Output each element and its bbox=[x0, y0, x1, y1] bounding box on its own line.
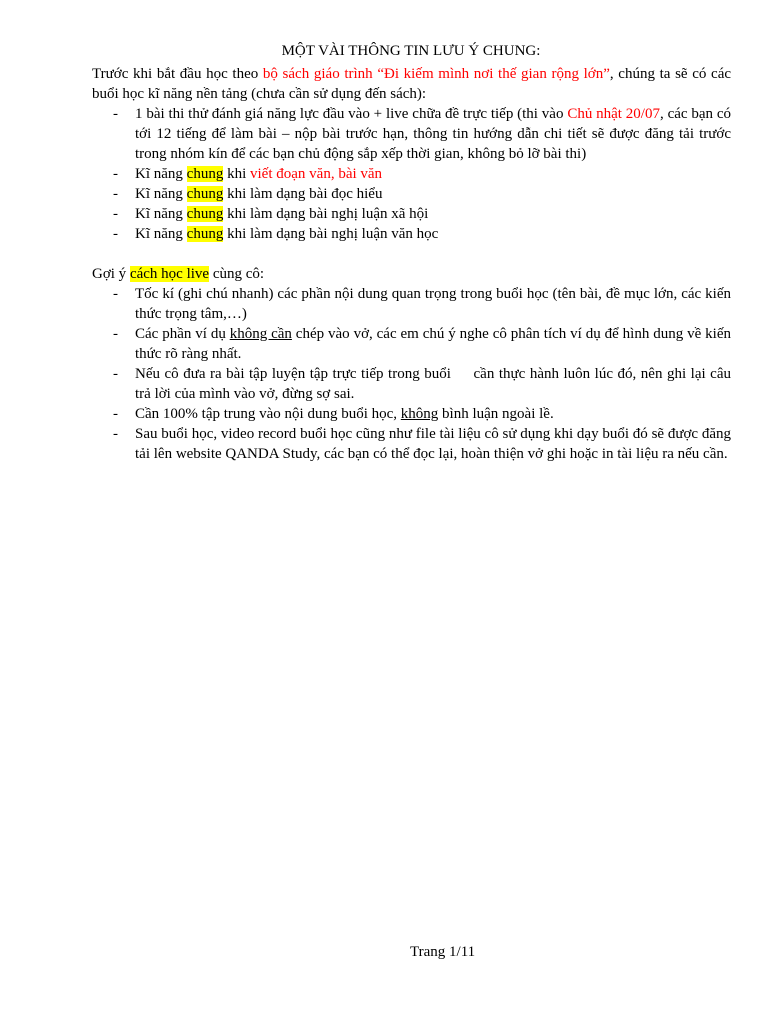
list-item bbox=[92, 204, 731, 224]
highlighted-word: chung bbox=[186, 166, 224, 182]
list-dash: - bbox=[113, 326, 118, 342]
item-text: Nếu cô đưa ra bài tập luyện tập trực tiếp trong buổi cần thực hành luôn lúc đó, nên ghi lại câu trả lời của mình vào vở, đừng sợ sai. bbox=[135, 366, 735, 402]
list-dash: - bbox=[113, 206, 118, 222]
list-item bbox=[92, 424, 731, 464]
highlighted-word: chung bbox=[186, 186, 224, 202]
item-text: , các bạn có tới 12 tiếng để làm bài – nộp bài trước hạn, thông tin hướng dẫn chi tiết sẽ được đăng tải trước trong nhóm kín để các bạn chủ động sắp xếp thời gian, không bỏ lỡ bài thi) bbox=[135, 106, 732, 162]
list-dash: - bbox=[113, 166, 118, 182]
item-text: Kĩ năng bbox=[135, 186, 187, 202]
item-text: Sau buổi học, video record buổi học cũng như file tài liệu cô sử dụng khi dạy buổi đó sẽ được đăng tải lên website QANDA Study, các bạn có thể đọc lại, hoàn thiện vở ghi hoặc in tài liệu ra nếu cần. bbox=[135, 426, 731, 462]
item-text: bình luận ngoài lề. bbox=[438, 406, 554, 422]
list-item bbox=[92, 324, 731, 364]
heading-text: Gợi ý bbox=[92, 266, 130, 282]
item-text: khi làm dạng bài nghị luận xã hội bbox=[223, 206, 429, 222]
item-text: Tốc kí (ghi chú nhanh) các phần nội dung quan trọng trong buổi học (tên bài, đề mục lớn, các kiến thức trọng tâm,…) bbox=[135, 286, 731, 322]
intro-paragraph bbox=[92, 64, 731, 104]
document-title: MỘT VÀI THÔNG TIN LƯU Ý CHUNG: bbox=[281, 43, 541, 59]
list-dash: - bbox=[113, 366, 118, 382]
list-item bbox=[92, 284, 731, 324]
item-text: chép vào vở, các em chú ý nghe cô phân tích ví dụ để hình dung về kiến thức rõ ràng nhất. bbox=[135, 326, 731, 362]
underlined-text: không cần bbox=[229, 326, 292, 342]
item-text: khi bbox=[223, 166, 251, 182]
page-number: Trang 1/11 bbox=[410, 944, 476, 960]
list-item bbox=[92, 364, 735, 404]
list-item bbox=[92, 224, 731, 244]
highlighted-phrase: cách học live bbox=[129, 266, 210, 282]
paragraph-gap bbox=[92, 244, 731, 264]
list-dash: - bbox=[113, 186, 118, 202]
document-body bbox=[92, 64, 735, 464]
list-dash: - bbox=[113, 426, 118, 442]
book-title: bộ sách giáo trình “Đi kiếm mình nơi thế gian rộng lớn” bbox=[262, 66, 610, 82]
red-text: viết đoạn văn, bài văn bbox=[250, 166, 383, 182]
intro-text-end: , chúng ta sẽ có các buổi học kĩ năng nền tảng (chưa cần sử dụng đến sách): bbox=[92, 66, 732, 102]
exam-date: Chủ nhật 20/07 bbox=[567, 106, 660, 122]
list-dash: - bbox=[113, 286, 118, 302]
item-text: Kĩ năng bbox=[135, 166, 187, 182]
item-text: khi làm dạng bài nghị luận văn học bbox=[223, 226, 439, 242]
highlighted-word: chung bbox=[186, 226, 224, 242]
list-dash: - bbox=[113, 226, 118, 242]
list-item bbox=[92, 104, 731, 164]
item-text: Kĩ năng bbox=[135, 226, 187, 242]
item-text: Cần 100% tập trung vào nội dung buổi học, bbox=[135, 406, 401, 422]
intro-text-start: Trước khi bắt đầu học theo bbox=[92, 66, 263, 82]
underlined-text: không bbox=[400, 406, 439, 422]
list-item bbox=[92, 184, 731, 204]
list-item bbox=[92, 164, 731, 184]
heading-text: cùng cô: bbox=[209, 266, 265, 282]
tips-heading bbox=[92, 264, 731, 284]
list-dash: - bbox=[113, 406, 118, 422]
item-text: Kĩ năng bbox=[135, 206, 187, 222]
list-item bbox=[92, 404, 731, 424]
session-list bbox=[92, 104, 731, 244]
tips-list bbox=[92, 284, 735, 464]
highlighted-word: chung bbox=[186, 206, 224, 222]
list-dash: - bbox=[113, 106, 118, 122]
item-text: khi làm dạng bài đọc hiểu bbox=[223, 186, 383, 202]
item-text: Các phần ví dụ bbox=[135, 326, 230, 342]
item-text: 1 bài thi thử đánh giá năng lực đầu vào + live chữa đề trực tiếp (thi vào bbox=[135, 106, 568, 122]
